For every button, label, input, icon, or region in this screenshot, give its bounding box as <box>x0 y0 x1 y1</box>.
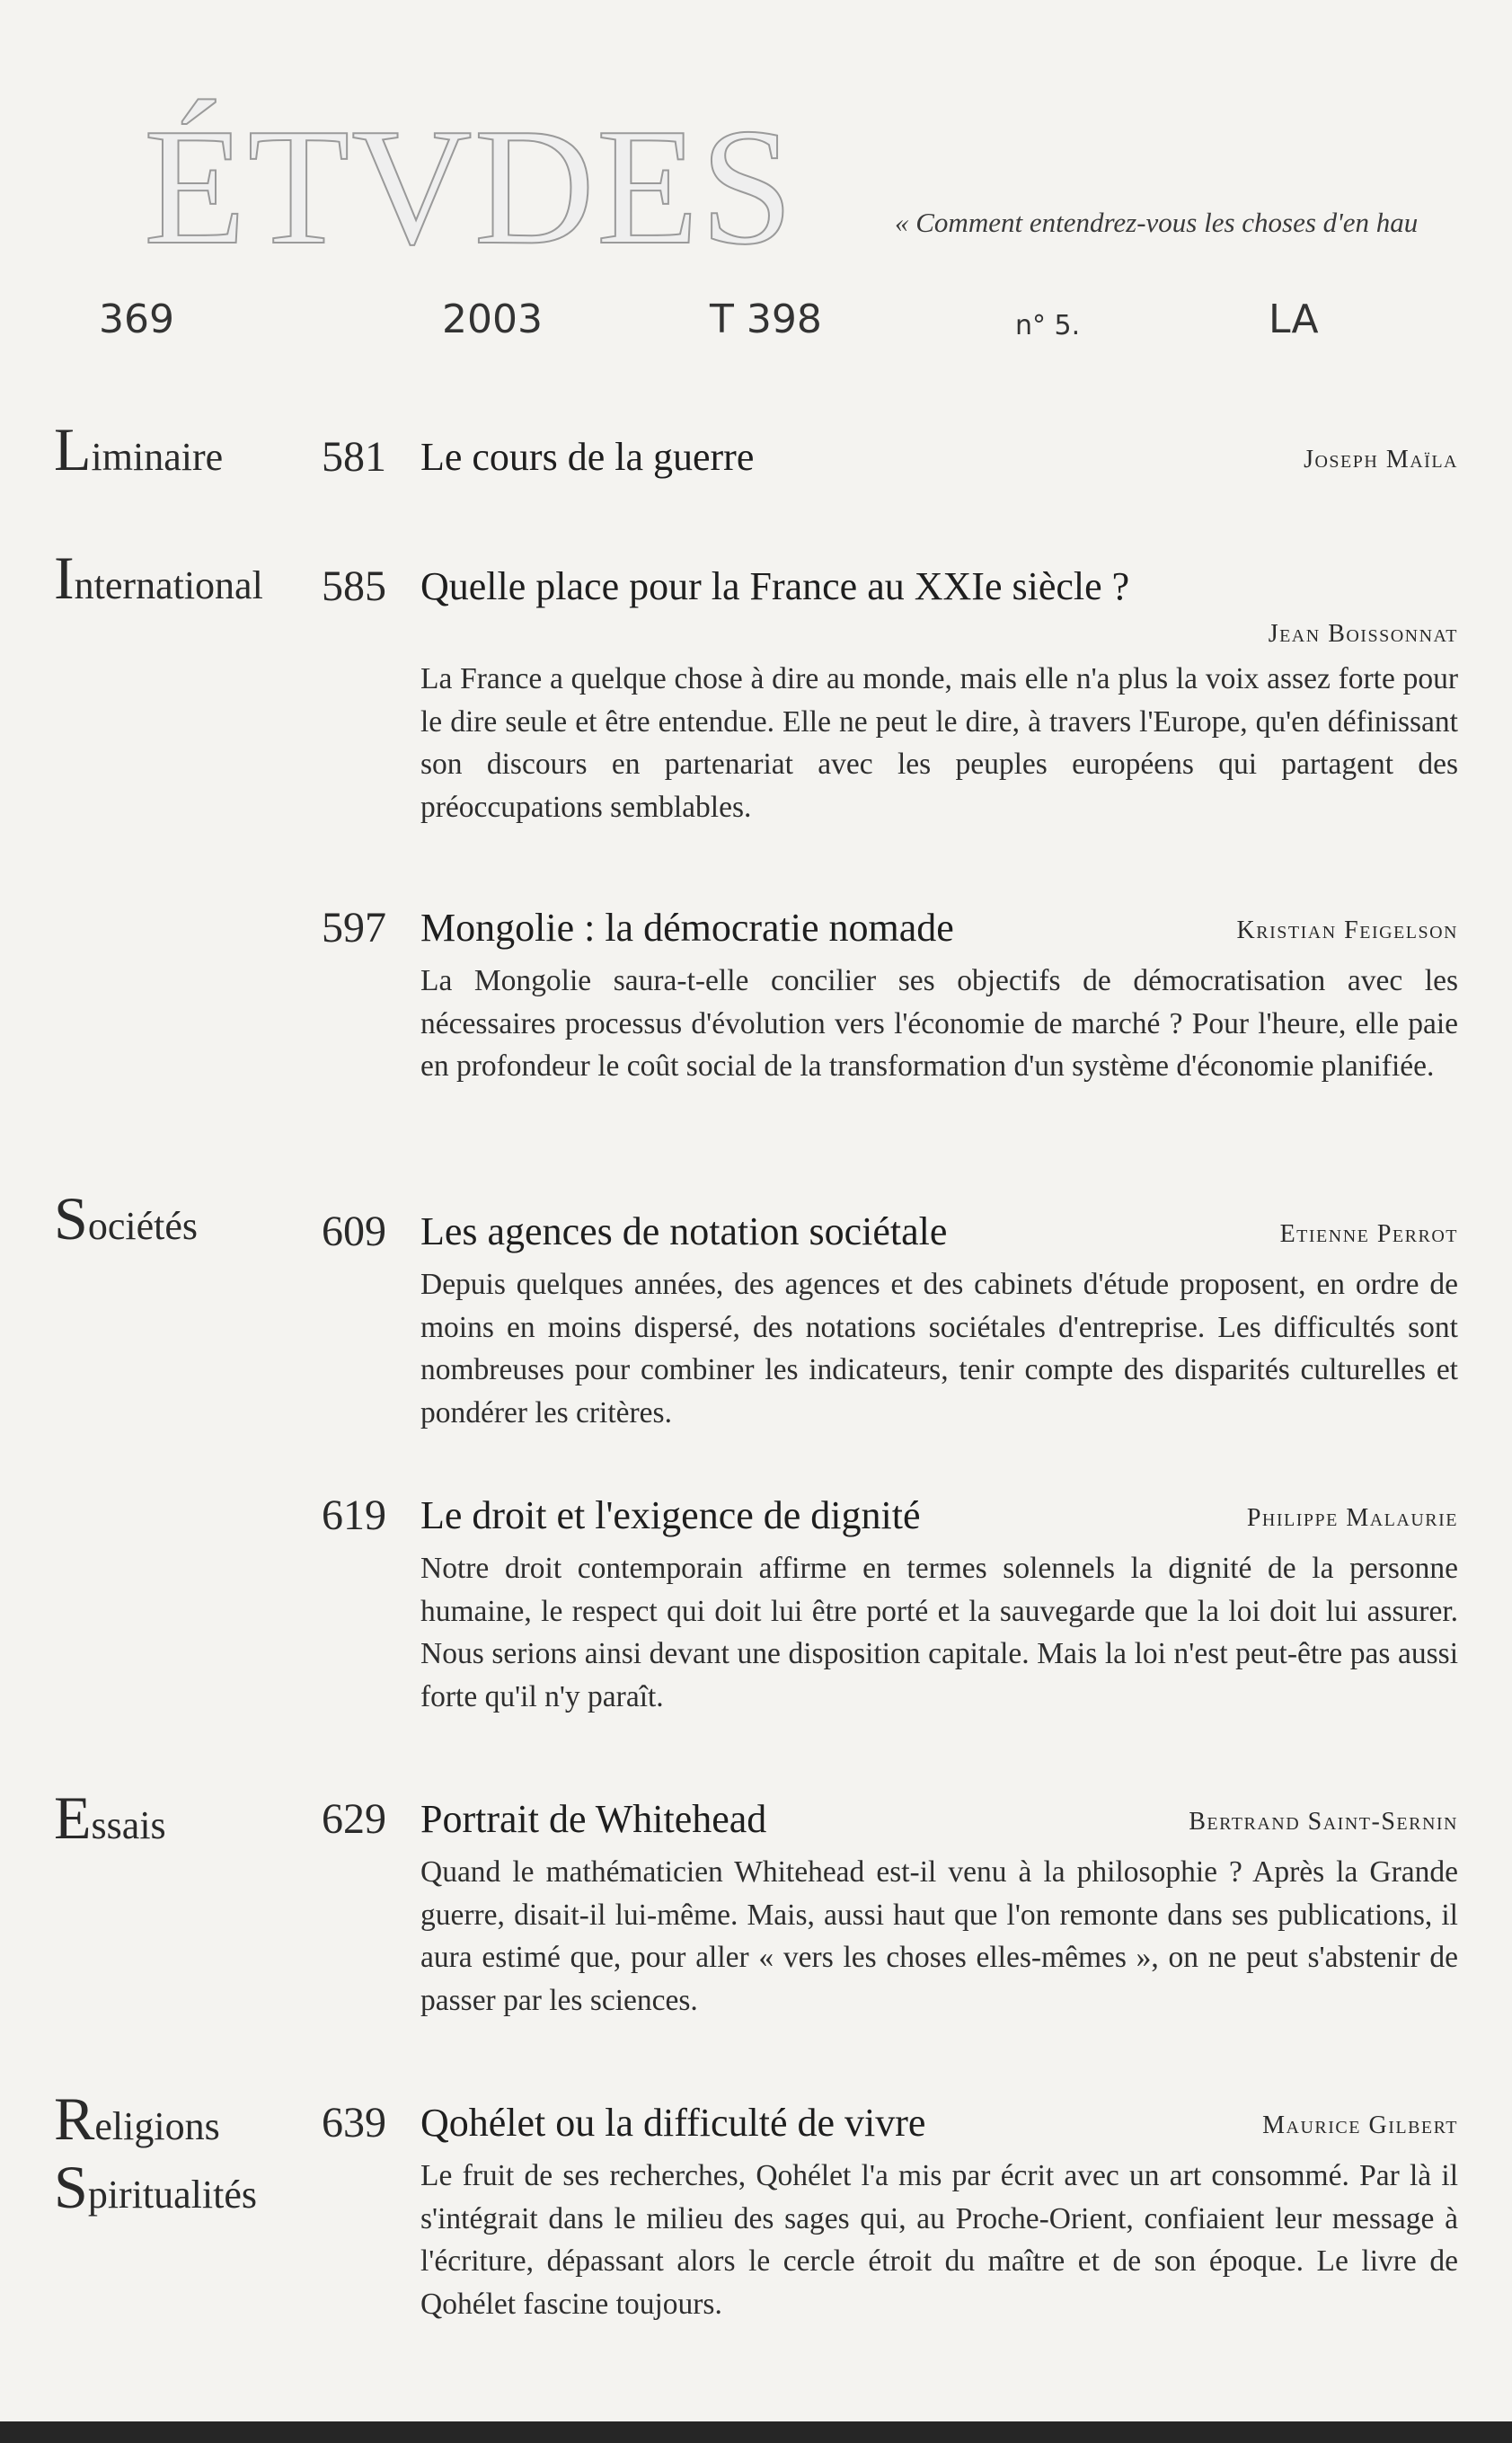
article-page-number: 629 <box>322 1795 386 1843</box>
section-initial: R <box>54 2085 95 2153</box>
section-label-rest: eligions <box>94 2104 220 2148</box>
section-label-rest: nternational <box>74 563 263 607</box>
section-label-rest: iminaire <box>91 435 224 479</box>
article-title[interactable]: Portrait de Whitehead <box>420 1797 767 1841</box>
article-summary: Depuis quelques années, des agences et des cabinets d'étude proposent, en ordre de moins en moins dispersé, des notations sociétales d'entreprise. Les difficultés sont nombreuses pour combiner les indicateurs, tenir compte des disparités culturelles et pondérer les critères. <box>420 1268 1458 1430</box>
handwritten-tome: T 398 <box>710 297 822 342</box>
section-initial: L <box>54 415 92 483</box>
handwritten-volume: 369 <box>99 297 174 342</box>
handwritten-year: 2003 <box>442 297 543 342</box>
article-title[interactable]: Le cours de la guerre <box>420 435 755 479</box>
epigraph: « Comment entendrez-vous les choses d'en hau <box>895 207 1419 238</box>
article-author: Jean Boissonnat <box>1268 620 1458 648</box>
article-title[interactable]: Qohélet ou la difficulté de vivre <box>420 2101 926 2145</box>
article-page-number: 609 <box>322 1208 386 1255</box>
article-author: Maurice Gilbert <box>1262 2111 1458 2139</box>
section-societes <box>54 1184 198 1252</box>
article-entry <box>322 2095 1458 2325</box>
article-author: Philippe Malaurie <box>1246 1504 1458 1532</box>
article-page-number: 639 <box>322 2099 386 2146</box>
article-page-number: 581 <box>322 433 386 481</box>
article-summary: Quand le mathématicien Whitehead est-il venu à la philosophie ? Après la Grande guerre, disait-il lui-même. Mais, aussi haut que l'on remonte dans ses publications, il aura estimé que, pour aller « vers les choses elles-mêmes », on ne peut s'abstenir de passer par les sciences. <box>420 1855 1458 2017</box>
article-entry <box>322 1204 1458 1434</box>
article-page-number: 619 <box>322 1491 386 1539</box>
article-entry <box>322 429 1458 485</box>
section-label-rest: ssais <box>91 1803 166 1847</box>
article-author: Bertrand Saint-Sernin <box>1189 1808 1458 1836</box>
section-initial: S <box>54 2153 88 2222</box>
journal-masthead: ÉTVDES <box>144 94 795 279</box>
article-title[interactable]: Quelle place pour la France au XXIe siècle ? <box>420 564 1130 608</box>
article-entry <box>322 559 1458 828</box>
handwritten-initials: LA <box>1269 297 1319 342</box>
article-page-number: 597 <box>322 904 386 952</box>
scan-edge <box>0 2421 1512 2443</box>
section-international <box>54 544 263 612</box>
section-liminaire <box>54 415 223 483</box>
handwritten-issue: n° 5. <box>1015 310 1081 341</box>
article-entry <box>322 1792 1458 2022</box>
section-initial: I <box>54 544 75 612</box>
article-entry <box>322 900 1458 1088</box>
article-title[interactable]: Le droit et l'exigence de dignité <box>420 1493 921 1537</box>
article-summary: Le fruit de ses recherches, Qohélet l'a mis par écrit avec un art consommé. Par là il s'intégrait dans le milieu des sages qui, au Proche-Orient, confiaient leur message à l'écriture, dépassant alors le cercle étroit du maître et de son époque. Le livre de Qohélet fascine toujours. <box>420 2159 1458 2321</box>
article-title[interactable]: Mongolie : la démocratie nomade <box>420 906 954 950</box>
article-summary: La Mongolie saura-t-elle concilier ses objectifs de démocratisation avec les nécessaires processus d'évolution vers l'économie de marché ? Pour l'heure, elle paie en profondeur le coût social de la transformation d'un système d'économie planifiée. <box>420 964 1458 1083</box>
section-label-rest: ociétés <box>87 1204 198 1248</box>
article-summary: Notre droit contemporain affirme en termes solennels la dignité de la personne humaine, le respect qui doit lui être porté et la sauvegarde que la loi doit lui assurer. Nous serions ainsi devant une disposition capitale. Mais la loi n'est peut-être pas aussi forte qu'il n'y paraît. <box>420 1552 1458 1713</box>
article-author: Etienne Perrot <box>1279 1220 1458 1248</box>
section-essais <box>54 1784 166 1852</box>
section-label-rest: piritualités <box>87 2173 258 2217</box>
section-initial: E <box>54 1784 92 1852</box>
article-summary: La France a quelque chose à dire au monde, mais elle n'a plus la voix assez forte pour le dire seule et être entendue. Elle ne peut le dire, à travers l'Europe, qu'en définissant son discours en partenariat avec les peuples européens qui partagent des préoccupations semblables. <box>420 662 1458 824</box>
article-entry <box>322 1488 1458 1718</box>
section-initial: S <box>54 1184 88 1252</box>
article-author: Joseph Maïla <box>1304 446 1458 474</box>
article-author: Kristian Feigelson <box>1236 916 1458 944</box>
article-page-number: 585 <box>322 562 386 610</box>
article-title[interactable]: Les agences de notation sociétale <box>420 1209 948 1253</box>
section-religions-spiritualites <box>54 2085 257 2221</box>
